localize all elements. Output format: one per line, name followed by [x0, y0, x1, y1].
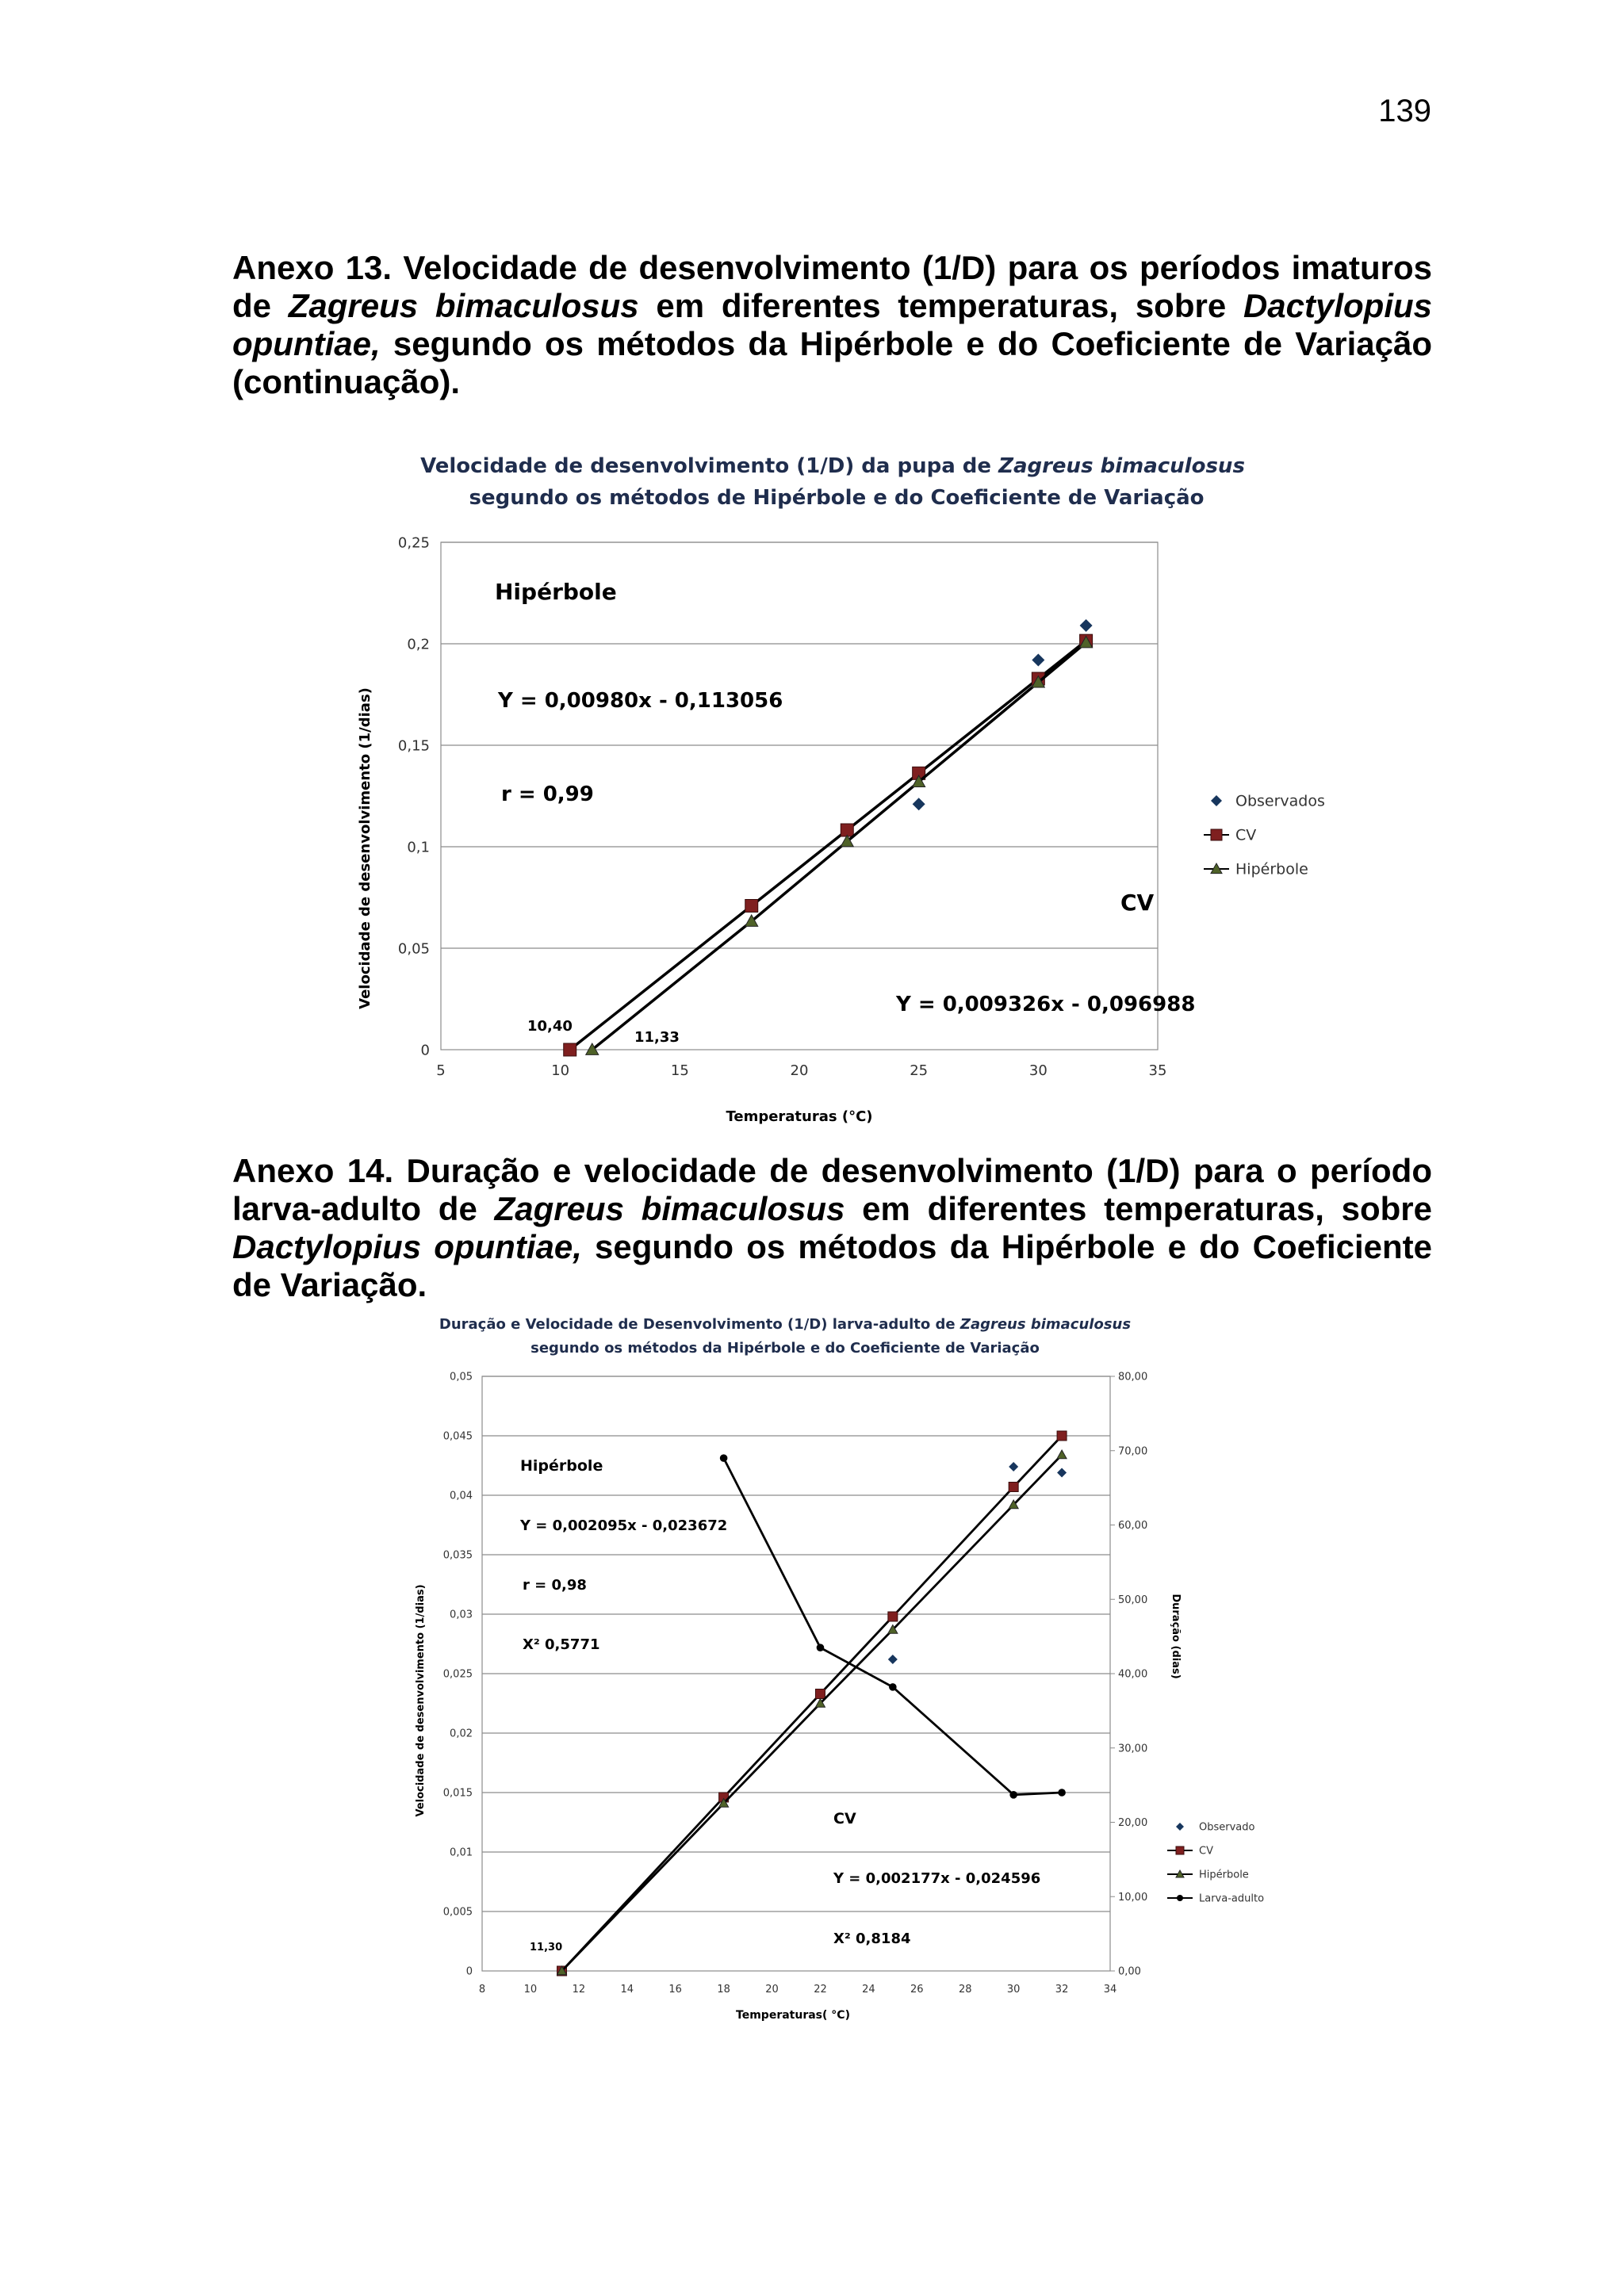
- y2-tick-label: 10,00: [1118, 1891, 1148, 1904]
- y2-tick-label: 40,00: [1118, 1668, 1148, 1681]
- x-tick-label: 10: [523, 1984, 538, 1996]
- data-point-cv: [1009, 1483, 1018, 1492]
- y-axis-label: Velocidade de desenvolvimento (1/dias): [357, 687, 373, 1009]
- legend-marker-cv: [1211, 829, 1222, 840]
- caption-species: Zagreus bimaculosus: [494, 1190, 845, 1227]
- caption-text: em diferentes temperaturas, sobre: [845, 1190, 1433, 1227]
- caption-text: segundo os métodos da Hipérbole e do Coeficiente de Variação (continuação).: [232, 325, 1432, 400]
- y-tick-label: 0: [465, 1965, 473, 1978]
- x-tick-label: 20: [765, 1984, 779, 1996]
- data-point-cv: [815, 1689, 825, 1699]
- chart-larva-adulto: [396, 1300, 1332, 2030]
- annotation-threshold-cv: 10,40: [527, 1018, 573, 1035]
- y-tick-label: 0,25: [397, 534, 430, 552]
- y-tick-label: 0,15: [397, 737, 430, 755]
- y-tick-label: 0,035: [442, 1549, 473, 1562]
- data-point-observados: [1080, 619, 1093, 632]
- x-tick-label: 35: [1148, 1062, 1167, 1079]
- y-tick-label: 0,025: [442, 1668, 473, 1681]
- annotation-equation-hiperbole: Y = 0,002095x - 0,023672: [520, 1517, 728, 1534]
- caption-text: segundo os métodos da Hipérbole e do Coeficiente de Variação.: [232, 1228, 1432, 1303]
- chart-title: Velocidade de desenvolvimento (1/D) da pupa de Zagreus bimaculosus: [420, 454, 1245, 478]
- data-point-hip-rbole: [1057, 1450, 1067, 1459]
- annotation-r: r = 0,98: [523, 1577, 587, 1594]
- y-tick-label: 0,05: [450, 1371, 473, 1383]
- annotation-cv: CV: [833, 1810, 856, 1827]
- y-tick-label: 0,02: [450, 1728, 473, 1740]
- legend-label: Larva-adulto: [1199, 1892, 1265, 1905]
- y-tick-label: 0,015: [442, 1787, 473, 1800]
- x-tick-label: 18: [717, 1984, 730, 1996]
- x-tick-label: 14: [620, 1984, 634, 1996]
- figure-caption-anexo-13: [232, 249, 1432, 401]
- y-tick-label: 0,05: [397, 940, 430, 958]
- data-point-larva-adulto: [889, 1683, 897, 1691]
- y2-tick-label: 20,00: [1118, 1817, 1148, 1830]
- legend-label: CV: [1235, 826, 1257, 844]
- y-tick-label: 0,1: [407, 839, 430, 856]
- figure-caption-anexo-14: [232, 1152, 1432, 1304]
- x-tick-label: 26: [910, 1984, 924, 1996]
- x-tick-label: 12: [572, 1984, 586, 1996]
- annotation-x2-cv: X² 0,8184: [833, 1931, 911, 1947]
- y2-tick-label: 50,00: [1118, 1594, 1148, 1606]
- data-point-observado: [888, 1655, 898, 1664]
- caption-host: Dactylopius opuntiae,: [232, 1228, 582, 1265]
- data-point-cv: [745, 899, 758, 912]
- y-tick-label: 0,01: [450, 1846, 473, 1859]
- legend: [1204, 793, 1325, 878]
- annotation-hiperbole: Hipérbole: [495, 579, 617, 605]
- chart-subtitle: segundo os métodos da Hipérbole e do Coeficiente de Variação: [530, 1340, 1040, 1357]
- x-tick-label: 34: [1103, 1984, 1117, 1996]
- page-number: 139: [1378, 94, 1431, 128]
- x-tick-label: 16: [668, 1984, 682, 1996]
- data-point-larva-adulto: [1058, 1789, 1066, 1797]
- x-tick-label: 30: [1006, 1984, 1021, 1996]
- chart-pupa: [341, 444, 1411, 1142]
- y2-tick-label: 0,00: [1118, 1965, 1141, 1978]
- data-point-cv: [888, 1612, 898, 1621]
- legend-label: Hipérbole: [1199, 1869, 1249, 1881]
- x-tick-label: 22: [814, 1984, 827, 1996]
- y-tick-label: 0,045: [442, 1430, 473, 1443]
- y2-tick-label: 80,00: [1118, 1371, 1148, 1383]
- caption-species: Zagreus bimaculosus: [288, 287, 639, 324]
- annotation-hiperbole: Hipérbole: [520, 1457, 603, 1475]
- annotation-equation-hiperbole: Y = 0,00980x - 0,113056: [498, 689, 783, 713]
- caption-host: Dactylopius opuntiae,: [232, 287, 1433, 362]
- caption-text: Anexo 14. Duração e velocidade de desenvolvimento (1/D) para o período larva-adulto de: [232, 1152, 1432, 1227]
- x-tick-label: 24: [862, 1984, 875, 1996]
- series-line-cv: [562, 1436, 1063, 1971]
- x-tick-label: 10: [551, 1062, 570, 1079]
- legend: [1167, 1822, 1264, 1905]
- x-tick-label: 30: [1028, 1062, 1048, 1079]
- y-tick-label: 0,005: [442, 1906, 473, 1919]
- legend-marker-larva-adulto: [1177, 1895, 1183, 1901]
- caption-text: Anexo 13. Velocidade de desenvolvimento (1/D) para os períodos imaturos de: [232, 249, 1432, 324]
- data-point-observados: [1032, 653, 1044, 666]
- data-point-larva-adulto: [817, 1644, 825, 1651]
- legend-marker-observado: [1176, 1823, 1184, 1831]
- y2-tick-label: 60,00: [1118, 1520, 1148, 1533]
- data-point-observado: [1057, 1468, 1067, 1478]
- data-point-cv: [1057, 1431, 1067, 1441]
- legend-label: Observado: [1199, 1821, 1255, 1834]
- y-tick-label: 0,03: [450, 1609, 473, 1621]
- y-tick-label: 0,04: [450, 1490, 473, 1502]
- annotation-equation-cv: Y = 0,002177x - 0,024596: [833, 1870, 1041, 1887]
- y-tick-label: 0,2: [407, 636, 430, 653]
- annotation-r: r = 0,99: [501, 783, 594, 806]
- data-point-cv: [564, 1043, 576, 1056]
- x-tick-label: 25: [910, 1062, 929, 1079]
- x-tick-label: 8: [478, 1984, 486, 1996]
- x-tick-label: 5: [436, 1062, 446, 1079]
- y2-tick-label: 30,00: [1118, 1743, 1148, 1755]
- annotation-equation-cv: Y = 0,009326x - 0,096988: [896, 993, 1196, 1016]
- x-tick-label: 28: [958, 1984, 972, 1996]
- x-tick-label: 15: [670, 1062, 689, 1079]
- x-axis-label: Temperaturas (°C): [726, 1108, 873, 1125]
- annotation-cv: CV: [1120, 890, 1155, 916]
- annotation-threshold-hiperbole: 11,33: [634, 1029, 680, 1046]
- data-point-larva-adulto: [1009, 1791, 1017, 1799]
- y-axis-label: Velocidade de desenvolvimento (1/dias): [415, 1584, 427, 1817]
- data-point-larva-adulto: [720, 1454, 728, 1462]
- y-tick-label: 0: [420, 1042, 430, 1059]
- legend-marker-observados: [1211, 795, 1222, 806]
- legend-label: Observados: [1235, 792, 1325, 810]
- y2-axis-label: Duração (dias): [1170, 1594, 1182, 1679]
- x-tick-label: 32: [1055, 1984, 1069, 1996]
- x-axis-label: Temperaturas( °C): [736, 2009, 850, 2022]
- data-point-observado: [1009, 1462, 1018, 1471]
- legend-label: CV: [1199, 1845, 1213, 1858]
- chart-title: Duração e Velocidade de Desenvolvimento (1/D) larva-adulto de Zagreus bimaculosus: [439, 1316, 1132, 1333]
- y2-tick-label: 70,00: [1118, 1445, 1148, 1458]
- annotation-threshold: 11,30: [530, 1942, 563, 1954]
- annotation-x2-hiperbole: X² 0,5771: [523, 1636, 600, 1653]
- chart-subtitle: segundo os métodos de Hipérbole e do Coeficiente de Variação: [469, 486, 1205, 510]
- x-tick-label: 20: [790, 1062, 809, 1079]
- caption-text: em diferentes temperaturas, sobre: [638, 287, 1243, 324]
- legend-marker-cv: [1176, 1846, 1184, 1854]
- legend-label: Hipérbole: [1235, 860, 1308, 878]
- data-point-observados: [913, 798, 925, 810]
